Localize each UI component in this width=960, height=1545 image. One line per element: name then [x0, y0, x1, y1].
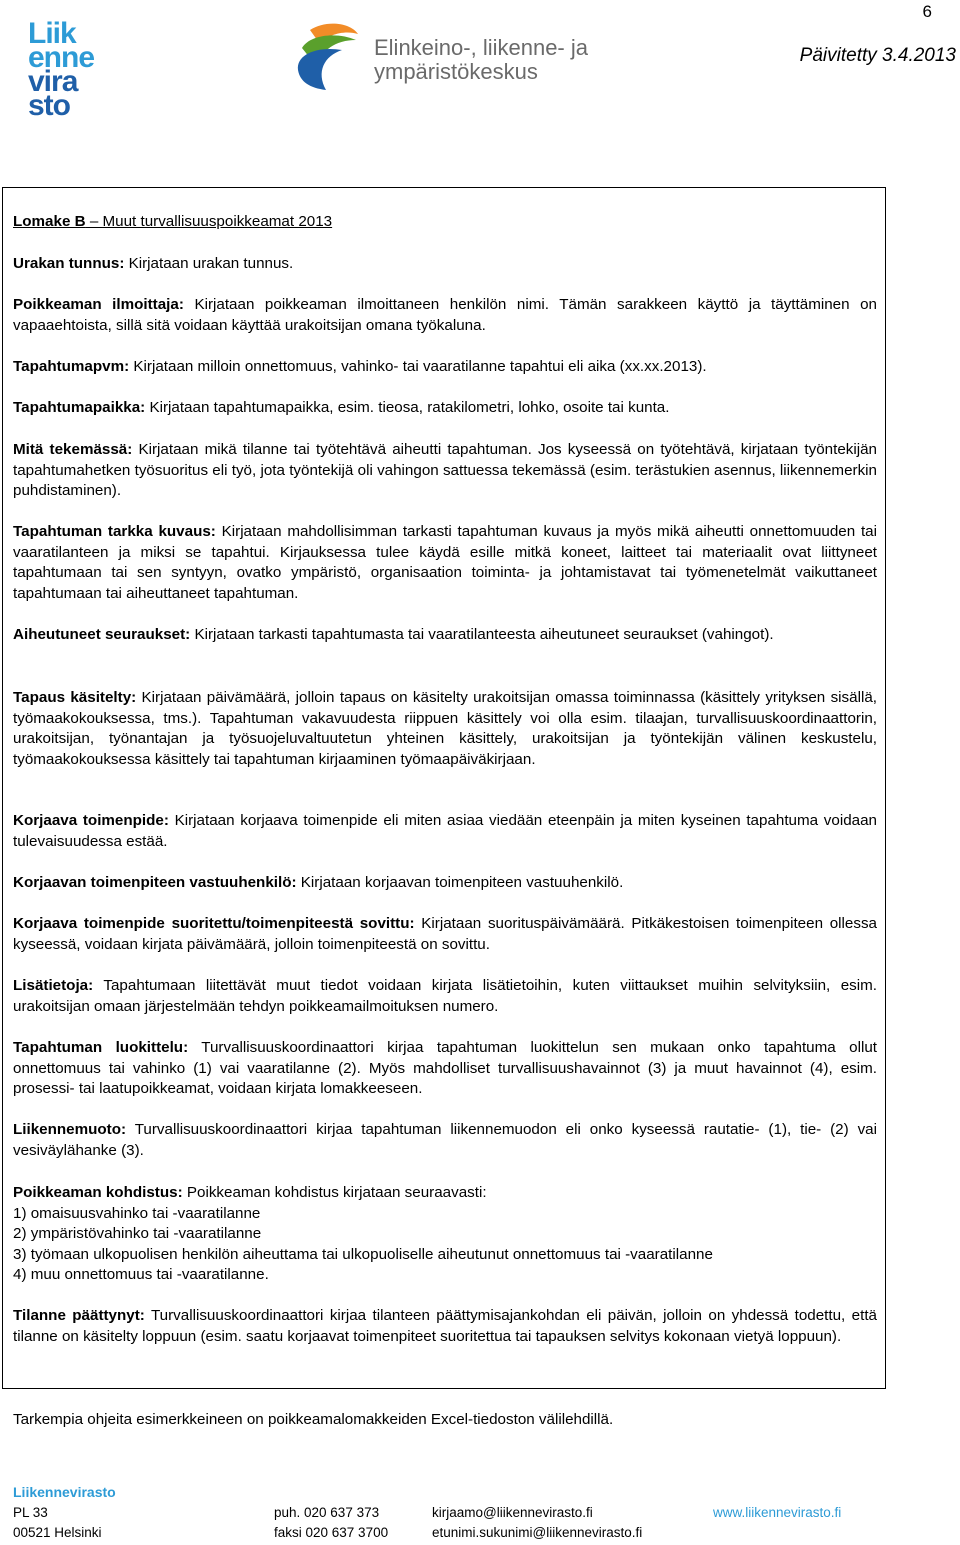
logo-line: sto [28, 89, 70, 122]
field-text: Poikkeaman kohdistus kirjataan seuraavasti: [182, 1184, 487, 1201]
field-label: Urakan tunnus: [13, 255, 125, 272]
form-title-label: Lomake B [13, 213, 86, 230]
footer-email[interactable]: kirjaamo@liikennevirasto.fi [432, 1505, 593, 1520]
field-suoritettu [13, 914, 877, 955]
field-label: Mitä tekemässä: [13, 441, 133, 458]
page-number: 6 [922, 2, 932, 21]
field-label: Poikkeaman kohdistus: [13, 1184, 183, 1201]
field-vastuuhenkilo [13, 873, 877, 894]
field-label: Tapahtuman tarkka kuvaus: [13, 523, 216, 540]
list-item: 4) muu onnettomuus tai -vaaratilanne. [13, 1266, 269, 1284]
ely-line: Elinkeino-, liikenne- ja [374, 35, 588, 60]
field-text: Kirjataan mahdollisimman tarkasti tapahtuman kuvaus ja myös mikä aiheutti onnettomuuden tai vaaratilanteen ja miksi se tapahtui. Kirjauksessa tulee käydä esille mitkä koneet, laitteet tai materiaalit ovat liittyneet tapahtumaan tai sen syntyyn, ovatko ympäristö, organisaation toiminta- ja johtamistavat tai työmenetelmät vaikuttaneet tapahtumaan tai aiheuttaneet tapahtuman. [13, 523, 877, 602]
footer-phone: puh. 020 637 373 [274, 1505, 380, 1520]
footer-note: Tarkempia ohjeita esimerkkeineen on poikkeamalomakkeiden Excel-tiedoston välilehdillä. [13, 1411, 614, 1428]
field-label: Lisätietoja: [13, 977, 94, 994]
field-text: Turvallisuuskoordinaattori kirjaa tilanteen päättymisajankohdan eli päivän, jolloin on yhdessä todettu, että tilanne on käsitelty loppuun (esim. saatu korjaavat toimenpiteet suoritettua tai tapauksen selvitys kokonaan vietyä loppuun). [13, 1307, 877, 1345]
footer-fax: faksi 020 637 3700 [274, 1525, 389, 1540]
list-item: 3) työmaan ulkopuolisen henkilön aiheuttama tai ulkopuoliselle aiheutunut onnettomuus tai -vaaratilanne [13, 1245, 713, 1263]
logo-line: vira [28, 65, 78, 98]
field-liikennemuoto [13, 1120, 877, 1161]
footer-city: 00521 Helsinki [13, 1525, 102, 1540]
field-tapaus-kasitelty [13, 688, 877, 770]
list-item: 1) omaisuusvahinko tai -vaaratilanne [13, 1204, 261, 1222]
field-text: Tapahtumaan liitettävät muut tiedot voidaan kirjata lisätietoihin, kuten viittaukset muihin selvityksiin, esim. urakoitsijan omaan järjestelmään tehdyn poikkeamailmoituksen numero. [13, 977, 877, 1015]
field-text: Kirjataan poikkeaman ilmoittaneen henkilön nimi. Tämän sarakkeen käyttö ja täyttäminen on vapaaehtoista, sillä sitä voidaan käyttää urakoitsijan omana työkaluna. [13, 296, 877, 334]
field-tapahtumapvm [13, 357, 877, 378]
ely-line: ympäristökeskus [374, 59, 538, 84]
field-label: Korjaavan toimenpiteen vastuuhenkilö: [13, 874, 297, 891]
field-lisatietoja [13, 976, 877, 1017]
form-title: Lomake B – Muut turvallisuuspoikkeamat 2013 [13, 213, 333, 230]
ely-logo-text [374, 36, 588, 84]
field-kohdistus [13, 1183, 877, 1286]
footer-email-format: etunimi.sukunimi@liikennevirasto.fi [432, 1525, 643, 1540]
field-text: Kirjataan suorituspäivämäärä. Pitkäkestoisen toimenpiteen ollessa kyseessä, voidaan kirjata päivämäärä, jolloin toimenpiteestä on sovittu. [13, 915, 877, 953]
field-text: Kirjataan korjaava toimenpide eli miten asiaa viedään eteenpäin ja miten kyseinen tapahtuma voidaan tulevaisuudessa estää. [13, 812, 877, 850]
field-text: Kirjataan korjaavan toimenpiteen vastuuhenkilö. [296, 874, 624, 891]
field-label: Tilanne päättynyt: [13, 1307, 145, 1324]
list-item: 2) ympäristövahinko tai -vaaratilanne [13, 1225, 262, 1243]
footer-website-link[interactable]: www.liikennevirasto.fi [713, 1505, 842, 1520]
field-text: Turvallisuuskoordinaattori kirjaa tapahtuman liikennemuodon eli onko kyseessä rautatie- (1), tie- (2) vai vesiväylähanke (3). [13, 1121, 877, 1159]
field-text: Kirjataan tapahtumapaikka, esim. tieosa, ratakilometri, lohko, osoite tai kunta. [145, 399, 670, 416]
logo-line: Liik [28, 17, 76, 50]
field-label: Tapahtuman luokittelu: [13, 1039, 189, 1056]
field-text: Kirjataan milloin onnettomuus, vahinko- tai vaaratilanne tapahtui eli aika (xx.xx.2013). [129, 358, 707, 375]
field-label: Korjaava toimenpide suoritettu/toimenpiteestä sovittu: [13, 915, 415, 932]
field-urakan-tunnus [13, 254, 877, 275]
field-text: Turvallisuuskoordinaattori kirjaa tapahtuman luokittelun sen mukaan onko tapahtuma ollut onnettomuus tai vahinko (1) vai vaaratilanne (2). Myös mahdolliset turvallisuushavainnot (3) ja muut havainnot (4), esim. prosessi- tai laatupoikkeamat, voidaan kirjata lomakkeeseen. [13, 1039, 877, 1098]
field-label: Tapaus käsitelty: [13, 689, 137, 706]
form-title-text: Muut turvallisuuspoikkeamat 2013 [102, 213, 333, 230]
field-poikkeaman-ilmoittaja [13, 295, 877, 336]
updated-date: Päivitetty 3.4.2013 [799, 45, 956, 66]
logo-line: enne [28, 41, 95, 74]
field-text: Kirjataan tarkasti tapahtumasta tai vaaratilanteesta aiheutuneet seuraukset (vahingot). [190, 626, 774, 643]
field-aiheutuneet-seuraukset [13, 625, 877, 646]
liikennevirasto-logo [28, 17, 138, 132]
field-text: Kirjataan päivämäärä, jolloin tapaus on käsitelty urakoitsijan omassa toiminnassa (käsittely yrityksen sisällä, työmaakokouksessa, tms.). Tapahtuman vakavuudesta riippuen käsittely voi olla esim. tilaajan, turvallisuuskoordinaattorin, urakoitsijan, työnantajan ja työsuojeluvaltuutetun yhteinen käsittely, urakoitsijan ja työntekijän välinen keskustelu, työmaakokouksessa käsittely tai tapahtuman kirjaaminen työmaapäiväkirjaan. [13, 689, 877, 768]
field-luokittelu [13, 1038, 877, 1100]
footer-po-box: PL 33 [13, 1505, 48, 1520]
field-label: Liikennemuoto: [13, 1121, 127, 1138]
field-text: Kirjataan mikä tilanne tai työtehtävä aiheutti tapahtuman. Jos kyseessä on työtehtävä, kirjataan työntekijän tapahtumahetken työsuoritus eli työ, jota työntekijä oli vahingon sattuessa tekemässä (esim. terästukien asennus, liikennemerkin puhdistaminen). [13, 441, 877, 500]
footer-org: Liikennevirasto [13, 1484, 116, 1500]
field-label: Korjaava toimenpide: [13, 812, 169, 829]
field-text: Kirjataan urakan tunnus. [124, 255, 294, 272]
field-label: Aiheutuneet seuraukset: [13, 626, 191, 643]
field-mita-tekemassa [13, 440, 877, 502]
field-tapahtumapaikka [13, 398, 877, 419]
field-label: Tapahtumapvm: [13, 358, 130, 375]
field-tarkka-kuvaus [13, 522, 877, 604]
field-korjaava-toimenpide [13, 811, 877, 852]
field-tilanne-paattynyt [13, 1306, 877, 1347]
field-label: Poikkeaman ilmoittaja: [13, 296, 184, 313]
field-label: Tapahtumapaikka: [13, 399, 146, 416]
